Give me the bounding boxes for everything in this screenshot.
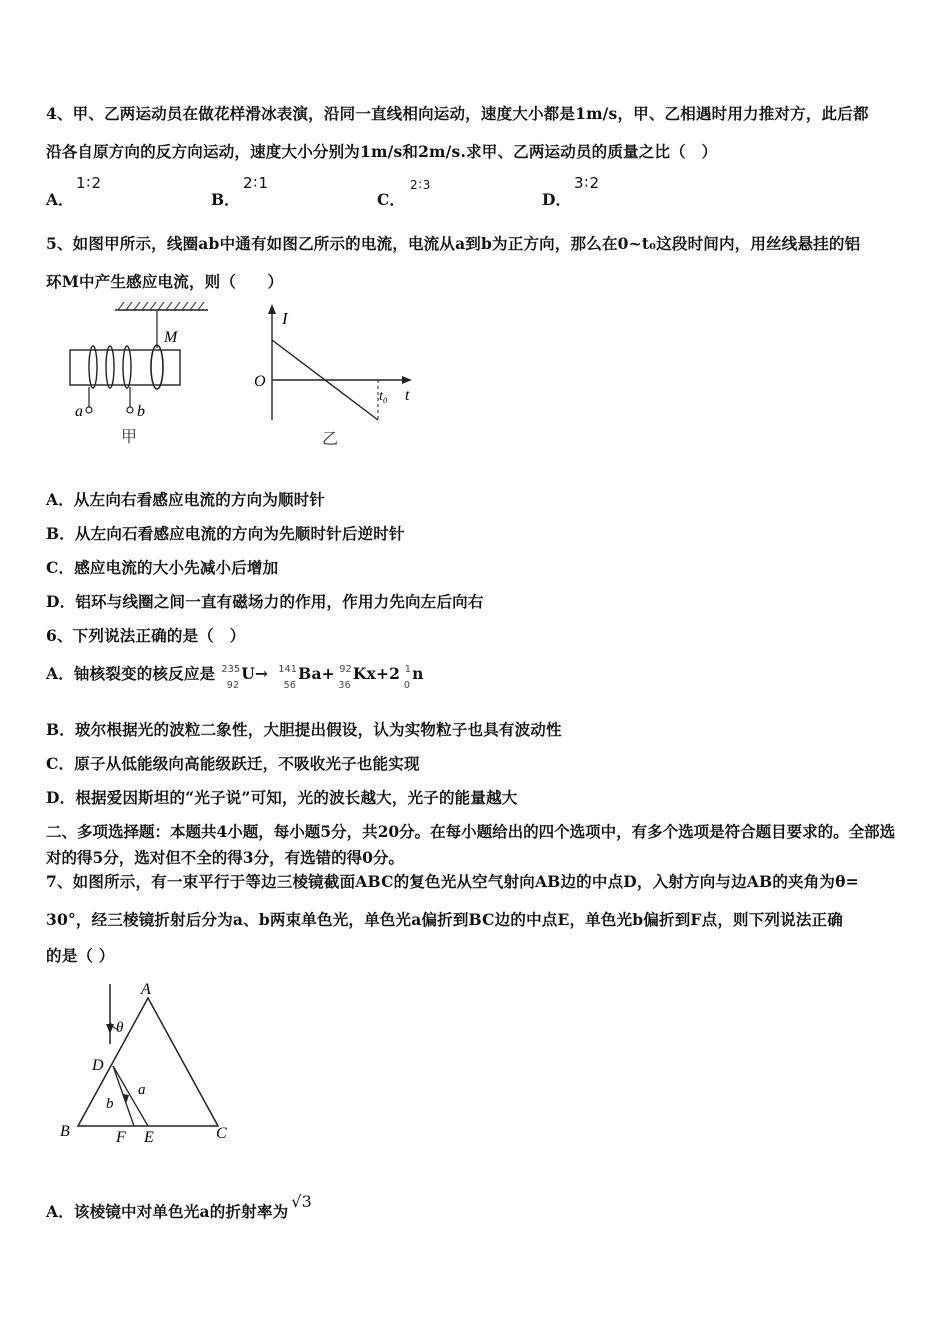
q7-option-a bbox=[46, 1192, 313, 1222]
q4-option-c-value: 2∶3 bbox=[410, 178, 432, 192]
label-I: I bbox=[282, 309, 288, 328]
q5-option-d: D．铝环与线圈之间一直有磁场力的作用，作用力先向左后向右 bbox=[46, 592, 484, 611]
q7-stem-line2: 30°，经三棱镜折射后分为a、b两束单色光，单色光a偏折到BC边的中点E，单色光b偏折到F点，则下列说法正确 bbox=[46, 910, 843, 929]
q4-option-b-value: 2∶1 bbox=[243, 174, 269, 192]
label-D: D bbox=[92, 1057, 104, 1074]
terminal-a bbox=[86, 407, 92, 413]
q7-figure-prism bbox=[52, 978, 242, 1152]
barium-isotope: 141 56 bbox=[278, 664, 298, 691]
label-C: C bbox=[216, 1125, 227, 1142]
label-b: b bbox=[106, 1096, 114, 1112]
q4-stem-line2: 沿各自原方向的反方向运动，速度大小分别为1m/s和2m/s.求甲、乙两运动员的质量之比（ ） bbox=[46, 142, 718, 161]
label-t0: t₀ bbox=[379, 389, 388, 404]
q5-stem-line2: 环M中产生感应电流，则（ ） bbox=[46, 272, 284, 291]
q6-option-b: B．玻尔根据光的波粒二象性，大胆提出假设，认为实物粒子也具有波动性 bbox=[46, 720, 562, 739]
q4-stem-line1: 4、甲、乙两运动员在做花样滑冰表演，沿同一直线相向运动，速度大小都是1m/s，甲、乙相遇时用力推对方，此后都 bbox=[46, 104, 869, 123]
q5-stem-line1: 5、如图甲所示，线圈ab中通有如图乙所示的电流，电流从a到b为正方向，那么在0~t₀这段时间内，用丝线悬挂的铝 bbox=[46, 234, 861, 253]
q4-option-d-value: 3∶2 bbox=[574, 174, 600, 192]
caption-jia: 甲 bbox=[121, 429, 138, 446]
label-O: O bbox=[254, 373, 266, 390]
neutron-symbol: 1 0 bbox=[403, 664, 412, 691]
aluminum-ring bbox=[151, 345, 163, 389]
label-b: b bbox=[137, 403, 145, 420]
terminal-b bbox=[127, 407, 133, 413]
label-E: E bbox=[144, 1129, 154, 1146]
q6-stem: 6、下列说法正确的是（ ） bbox=[46, 626, 246, 645]
label-theta: θ bbox=[116, 1020, 124, 1036]
q4-option-b-label: B． bbox=[211, 190, 240, 209]
q6-option-a-prefix: A．铀核裂变的核反应是 bbox=[46, 664, 216, 683]
q6-option-c: C．原子从低能级向高能级跃迁，不吸收光子也能实现 bbox=[46, 754, 420, 773]
q4-option-a-value: 1∶2 bbox=[76, 174, 102, 192]
label-a: a bbox=[138, 1082, 146, 1098]
label-a: a bbox=[75, 403, 83, 420]
q7-stem-line1: 7、如图所示，有一束平行于等边三棱镜截面ABC的复色光从空气射向AB边的中点D，入射方向与边AB的夹角为θ= bbox=[46, 872, 859, 891]
q4-option-a-label: A． bbox=[46, 190, 74, 209]
label-M: M bbox=[164, 329, 178, 346]
q4-option-d-label: D． bbox=[542, 190, 571, 209]
label-B: B bbox=[60, 1123, 70, 1140]
krypton-isotope: 92 36 bbox=[338, 664, 352, 691]
label-t: t bbox=[405, 387, 410, 404]
label-F: F bbox=[116, 1129, 126, 1146]
q6-option-a: A．铀核裂变的核反应是 235 92 U→ 141 56 Ba+ 92 36 Kx+2 1 0 n bbox=[46, 664, 424, 691]
section-2-header: 二、多项选择题：本题共4小题，每小题5分，共20分。在每小题给出的四个选项中，有多个选项是符合题目要求的。全部选对的得5分，选对但不全的得3分，有选错的得0分。 bbox=[46, 822, 896, 867]
q5-option-a: A．从左向右看感应电流的方向为顺时针 bbox=[46, 490, 326, 509]
q7-stem-line3: 的是（ ） bbox=[46, 946, 115, 965]
q5-figure-graph bbox=[248, 302, 423, 454]
q5-option-c: C．感应电流的大小先减小后增加 bbox=[46, 558, 279, 577]
q7-option-a-text: A．该棱镜中对单色光a的折射率为 bbox=[46, 1202, 289, 1221]
caption-yi: 乙 bbox=[322, 431, 339, 448]
q6-option-d: D．根据爱因斯坦的“光子说”可知，光的波长越大，光子的能量越大 bbox=[46, 788, 518, 807]
uranium-isotope: 235 92 bbox=[221, 664, 241, 691]
q5-option-b: B．从左向石看感应电流的方向为先顺时针后逆时针 bbox=[46, 524, 405, 543]
q4-option-c-label: C． bbox=[377, 190, 405, 209]
q5-figure-coil bbox=[60, 300, 220, 454]
label-A: A bbox=[141, 981, 151, 998]
coil-windings bbox=[89, 346, 131, 388]
q7-option-a-value: √3 bbox=[291, 1192, 313, 1211]
